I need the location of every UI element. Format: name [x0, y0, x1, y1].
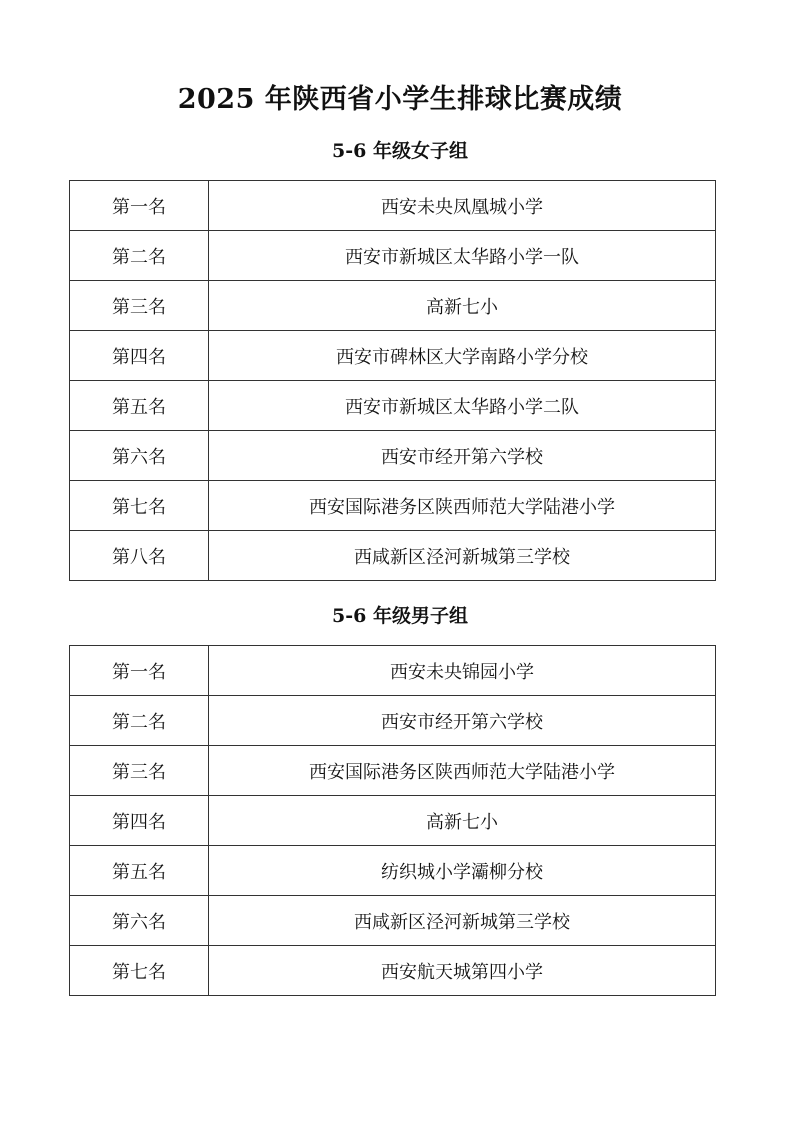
school-cell: 西咸新区泾河新城第三学校: [209, 896, 716, 946]
table-row: [70, 946, 716, 996]
table-row: [70, 431, 716, 481]
rank-cell: 第六名: [70, 896, 209, 946]
school-cell: 西安市碑林区大学南路小学分校: [209, 331, 716, 381]
boys-results-table: [69, 645, 716, 996]
table-row: [70, 846, 716, 896]
rank-cell: 第八名: [70, 531, 209, 581]
rank-cell: 第五名: [70, 846, 209, 896]
girls-results-table: [69, 180, 716, 581]
rank-cell: 第四名: [70, 796, 209, 846]
school-cell: 西安未央锦园小学: [209, 646, 716, 696]
table-row: [70, 796, 716, 846]
rank-cell: 第七名: [70, 481, 209, 531]
school-cell: 西安市新城区太华路小学一队: [209, 231, 716, 281]
table-row: [70, 331, 716, 381]
school-cell: 西安市新城区太华路小学二队: [209, 381, 716, 431]
table-row: [70, 481, 716, 531]
girls-section-title: 5-6 年级女子组: [332, 140, 468, 162]
school-cell: 纺织城小学灞柳分校: [209, 846, 716, 896]
school-cell: 西安国际港务区陕西师范大学陆港小学: [209, 481, 716, 531]
school-cell: 西安未央凤凰城小学: [209, 181, 716, 231]
rank-cell: 第二名: [70, 696, 209, 746]
table-row: [70, 696, 716, 746]
rank-cell: 第三名: [70, 746, 209, 796]
table-row: [70, 281, 716, 331]
rank-cell: 第一名: [70, 181, 209, 231]
rank-cell: 第三名: [70, 281, 209, 331]
school-cell: 高新七小: [209, 796, 716, 846]
table-row: [70, 896, 716, 946]
school-cell: 西安航天城第四小学: [209, 946, 716, 996]
page-title: 2025 年陕西省小学生排球比赛成绩: [177, 84, 623, 115]
rank-cell: 第七名: [70, 946, 209, 996]
school-cell: 西安国际港务区陕西师范大学陆港小学: [209, 746, 716, 796]
table-row: [70, 646, 716, 696]
school-cell: 高新七小: [209, 281, 716, 331]
rank-cell: 第一名: [70, 646, 209, 696]
school-cell: 西咸新区泾河新城第三学校: [209, 531, 716, 581]
table-row: [70, 231, 716, 281]
table-row: [70, 181, 716, 231]
rank-cell: 第二名: [70, 231, 209, 281]
boys-section-title: 5-6 年级男子组: [332, 605, 468, 627]
school-cell: 西安市经开第六学校: [209, 696, 716, 746]
rank-cell: 第四名: [70, 331, 209, 381]
rank-cell: 第六名: [70, 431, 209, 481]
school-cell: 西安市经开第六学校: [209, 431, 716, 481]
table-row: [70, 381, 716, 431]
rank-cell: 第五名: [70, 381, 209, 431]
table-row: [70, 531, 716, 581]
table-row: [70, 746, 716, 796]
